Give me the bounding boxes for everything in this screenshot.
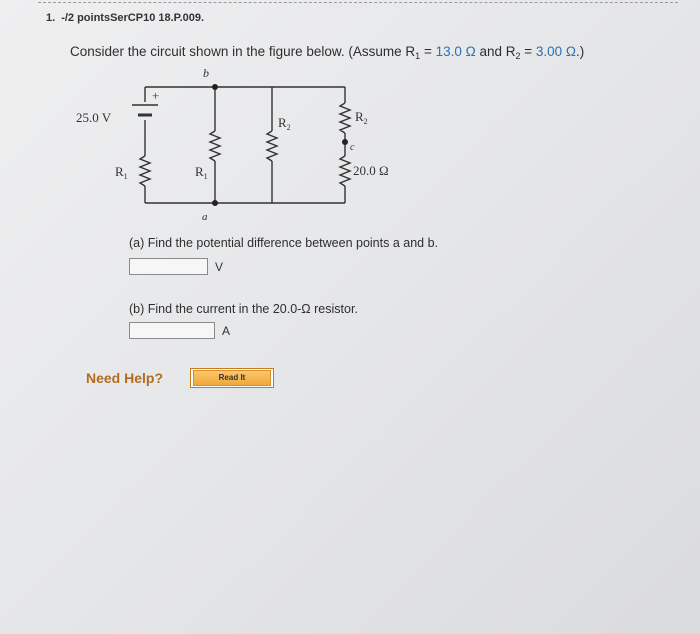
top-divider (38, 2, 678, 3)
read-it-label: Read It (193, 370, 271, 386)
question-points: -/2 pointsSerCP10 18.P.009. (61, 12, 205, 24)
part-b-input[interactable] (129, 322, 215, 339)
node-a (212, 200, 218, 206)
equals-2: = (520, 44, 536, 59)
need-help-label: Need Help? (86, 370, 164, 386)
r2-right-label: $R_2$ (355, 109, 368, 126)
battery-label: 25.0 V (76, 110, 112, 125)
label-c: c (350, 142, 355, 153)
r1-subscript: 1 (415, 51, 421, 61)
node-c (342, 139, 348, 145)
part-a-input[interactable] (129, 258, 208, 275)
battery-plus: + (152, 88, 160, 103)
circuit-diagram (70, 58, 420, 223)
node-b (212, 84, 218, 90)
r1-value: 13.0 Ω (435, 44, 476, 59)
label-a: a (202, 211, 208, 223)
r2-subscript: 2 (515, 51, 521, 61)
label-b: b (203, 66, 209, 80)
r20-label: 20.0 Ω (353, 163, 389, 178)
part-a-unit: V (215, 259, 224, 274)
prompt-text: Consider the circuit shown in the figure below. (Assume R (70, 44, 416, 59)
part-b-unit: A (222, 323, 231, 338)
part-a-answer-row (129, 258, 223, 275)
read-it-button[interactable] (190, 368, 274, 388)
prompt-end: .) (576, 44, 585, 59)
r2-mid-label: $R_2$ (278, 115, 291, 132)
part-b-question: (b) Find the current in the 20.0-Ω resistor. (129, 302, 358, 316)
equals-1: = (420, 44, 436, 59)
question-number: 1. (46, 12, 56, 24)
r2-value: 3.00 Ω (535, 44, 577, 59)
r1-left-label: $R_1$ (115, 164, 128, 181)
r1-mid-label: $R_1$ (195, 164, 208, 181)
part-b-answer-row (129, 322, 230, 339)
part-a-question: (a) Find the potential difference between points a and b. (129, 236, 439, 250)
question-header (46, 12, 204, 24)
and-text: and R (475, 44, 516, 59)
